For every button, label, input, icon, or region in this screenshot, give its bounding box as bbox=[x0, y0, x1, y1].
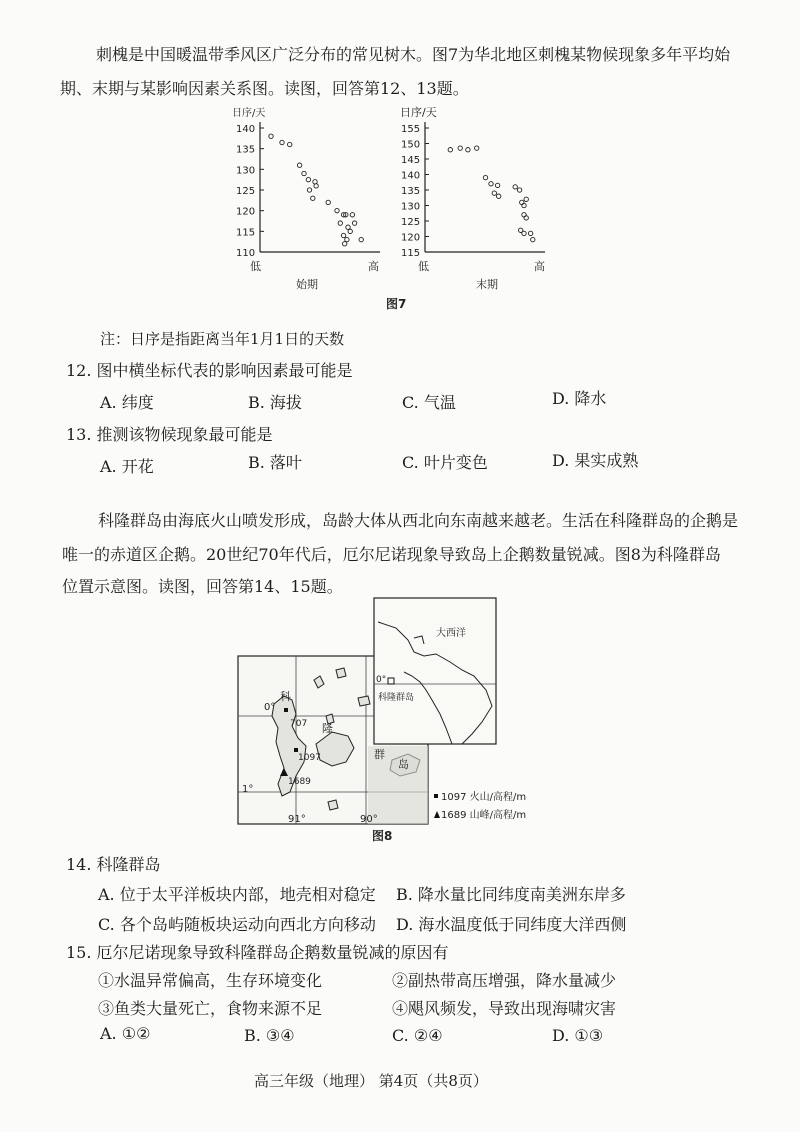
intro-text-line: 期、末期与某影响因素关系图。读图，回答第12、13题。 bbox=[60, 79, 469, 98]
q13-option-d[interactable]: D. 果实成熟 bbox=[552, 451, 639, 470]
q13-option-a[interactable]: A. 开花 bbox=[100, 457, 154, 476]
right-x-high: 高 bbox=[534, 260, 545, 273]
intro2-line: 科隆群岛由海底火山喷发形成，岛龄大体从西北向东南越来越老。生活在科隆群岛的企鹅是 bbox=[98, 511, 739, 530]
scatter-point bbox=[314, 184, 318, 188]
q15-item-1: ①水温异常偏高，生存环境变化 bbox=[98, 971, 323, 990]
scatter-point bbox=[448, 148, 452, 152]
legend-peak: 1689 山峰/高程/m bbox=[441, 810, 527, 821]
lat-0-label: 0° bbox=[264, 702, 276, 713]
scatter-point bbox=[466, 148, 470, 152]
scatter-point bbox=[458, 146, 462, 150]
q15-option-a[interactable]: A. ①② bbox=[100, 1024, 151, 1043]
small-island bbox=[328, 800, 338, 810]
figure-8-label: 图8 bbox=[372, 829, 393, 843]
y-tick-label: 150 bbox=[401, 139, 421, 151]
y-tick-label: 140 bbox=[401, 170, 421, 182]
y-tick-label: 135 bbox=[236, 144, 256, 156]
volcano-marker bbox=[294, 748, 298, 752]
y-tick-label: 130 bbox=[236, 165, 256, 177]
scatter-point bbox=[497, 194, 501, 198]
intro-text-line: 刺槐是中国暖温带季风区广泛分布的常见树木。图7为华北地区刺槐某物候现象多年平均始 bbox=[96, 45, 731, 64]
lon-90-label: 90° bbox=[360, 814, 378, 825]
scatter-point bbox=[345, 237, 349, 241]
island-char: 群 bbox=[374, 748, 385, 761]
y-tick-label: 125 bbox=[401, 217, 421, 228]
scatter-point bbox=[531, 237, 535, 241]
q12-option-b[interactable]: B. 海拔 bbox=[248, 393, 302, 412]
q15-option-b[interactable]: B. ③④ bbox=[244, 1026, 295, 1045]
island-char: 科 bbox=[280, 690, 291, 703]
y-tick-label: 135 bbox=[401, 186, 421, 197]
q15-option-d[interactable]: D. ①③ bbox=[552, 1026, 604, 1045]
q15-item-3: ③鱼类大量死亡，食物来源不足 bbox=[98, 999, 323, 1018]
left-x-low: 低 bbox=[250, 260, 261, 273]
scatter-point bbox=[522, 213, 526, 217]
scatter-point bbox=[522, 203, 526, 207]
q13-option-b[interactable]: B. 落叶 bbox=[248, 453, 302, 472]
lat-1-label: 1° bbox=[242, 784, 254, 795]
left-caption: 始期 bbox=[296, 278, 318, 291]
q14-stem: 14. 科隆群岛 bbox=[66, 855, 161, 874]
scatter-point bbox=[524, 197, 528, 201]
y-tick-label: 120 bbox=[236, 206, 256, 218]
q14-option-c[interactable]: C. 各个岛屿随板块运动向西北方向移动 bbox=[98, 915, 376, 934]
inset-map-frame bbox=[374, 598, 496, 744]
right-ylabel: 日序/天 bbox=[400, 106, 437, 119]
q13-stem: 13. 推测该物候现象最可能是 bbox=[66, 425, 273, 444]
q12-option-d[interactable]: D. 降水 bbox=[552, 389, 607, 408]
scatter-point bbox=[269, 134, 273, 138]
y-tick-label: 145 bbox=[401, 155, 421, 166]
y-tick-label: 130 bbox=[401, 201, 421, 213]
scatter-point bbox=[302, 171, 306, 175]
intro2-line: 唯一的赤道区企鹅。20世纪70年代后，厄尔尼诺现象导致岛上企鹅数量锐减。图8为科隆群岛 bbox=[62, 545, 721, 564]
scatter-point bbox=[524, 216, 528, 220]
island-char: 隆 bbox=[322, 722, 333, 735]
note-text: 注：日序是指距离当年1月1日的天数 bbox=[100, 330, 345, 348]
scatter-point bbox=[520, 200, 524, 204]
scatter-point bbox=[475, 146, 479, 150]
scatter-point bbox=[359, 237, 363, 241]
chart-right-end-period bbox=[400, 105, 545, 291]
small-island bbox=[336, 668, 346, 678]
scatter-point bbox=[492, 191, 496, 195]
figure-7-label: 图7 bbox=[386, 297, 407, 311]
q14-option-d[interactable]: D. 海水温度低于同纬度大洋西侧 bbox=[396, 915, 627, 934]
right-caption: 末期 bbox=[476, 278, 498, 291]
y-tick-label: 125 bbox=[236, 186, 256, 197]
small-island bbox=[358, 696, 370, 706]
chart-left-start-period bbox=[232, 106, 380, 291]
q15-option-c[interactable]: C. ②④ bbox=[392, 1026, 443, 1045]
scatter-point bbox=[489, 182, 493, 186]
ocean-label: 大西洋 bbox=[436, 628, 466, 639]
q15-item-2: ②副热带高压增强，降水量减少 bbox=[392, 971, 617, 990]
scatter-point bbox=[338, 221, 342, 225]
volcano-label: 707 bbox=[290, 719, 308, 729]
scatter-point bbox=[343, 242, 347, 246]
left-ylabel: 日序/天 bbox=[232, 108, 266, 119]
left-x-high: 高 bbox=[368, 260, 379, 273]
scatter-point bbox=[348, 229, 352, 233]
y-tick-label: 140 bbox=[236, 124, 256, 135]
legend-volcano: 1097 火山/高程/m bbox=[441, 792, 527, 803]
scatter-point bbox=[341, 233, 345, 237]
scatter-point bbox=[528, 231, 532, 235]
legend-volcano-icon bbox=[434, 794, 438, 798]
page-footer: 高三年级（地理） 第4页（共8页） bbox=[254, 1072, 488, 1090]
figure-8-map bbox=[236, 596, 566, 846]
y-tick-label: 120 bbox=[401, 232, 421, 244]
lon-91-label: 91° bbox=[288, 814, 306, 825]
scatter-point bbox=[288, 142, 292, 146]
scatter-point bbox=[517, 188, 521, 192]
scatter-point bbox=[495, 183, 499, 187]
scatter-point bbox=[350, 213, 354, 217]
right-x-low: 低 bbox=[418, 260, 429, 273]
q14-option-b[interactable]: B. 降水量比同纬度南美洲东岸多 bbox=[396, 885, 626, 904]
volcano-label: 1097 bbox=[298, 753, 321, 763]
scatter-point bbox=[513, 185, 517, 189]
scatter-point bbox=[307, 188, 311, 192]
q12-option-a[interactable]: A. 纬度 bbox=[100, 393, 154, 412]
q15-stem: 15. 厄尔尼诺现象导致科隆群岛企鹅数量锐减的原因有 bbox=[66, 943, 449, 962]
q12-stem: 12. 图中横坐标代表的影响因素最可能是 bbox=[66, 361, 353, 380]
scatter-point bbox=[522, 231, 526, 235]
inset-place-label: 科隆群岛 bbox=[378, 693, 415, 703]
intro2-line: 位置示意图。读图，回答第14、15题。 bbox=[62, 577, 343, 596]
y-tick-label: 115 bbox=[236, 227, 256, 239]
q12-option-c[interactable]: C. 气温 bbox=[402, 393, 456, 412]
scatter-point bbox=[297, 163, 301, 167]
y-tick-label: 115 bbox=[401, 248, 421, 259]
scatter-point bbox=[306, 177, 310, 181]
y-tick-label: 110 bbox=[236, 248, 256, 259]
island-char: 岛 bbox=[398, 758, 409, 771]
figure-7 bbox=[220, 100, 580, 320]
legend-peak-icon bbox=[434, 811, 440, 818]
volcano-marker bbox=[284, 708, 288, 712]
q14-option-a[interactable]: A. 位于太平洋板块内部，地壳相对稳定 bbox=[98, 885, 376, 904]
scatter-point bbox=[346, 225, 350, 229]
y-tick-label: 155 bbox=[401, 124, 421, 135]
q15-item-4: ④飓风频发，导致出现海啸灾害 bbox=[392, 999, 617, 1018]
scatter-point bbox=[483, 175, 487, 179]
scatter-point bbox=[280, 140, 284, 144]
scatter-point bbox=[352, 221, 356, 225]
peak-label: 1689 bbox=[288, 777, 311, 787]
inset-lat-label: 0° bbox=[376, 675, 387, 685]
scatter-point bbox=[335, 208, 339, 212]
scatter-point bbox=[326, 200, 330, 204]
scatter-point bbox=[311, 196, 315, 200]
q13-option-c[interactable]: C. 叶片变色 bbox=[402, 453, 488, 472]
